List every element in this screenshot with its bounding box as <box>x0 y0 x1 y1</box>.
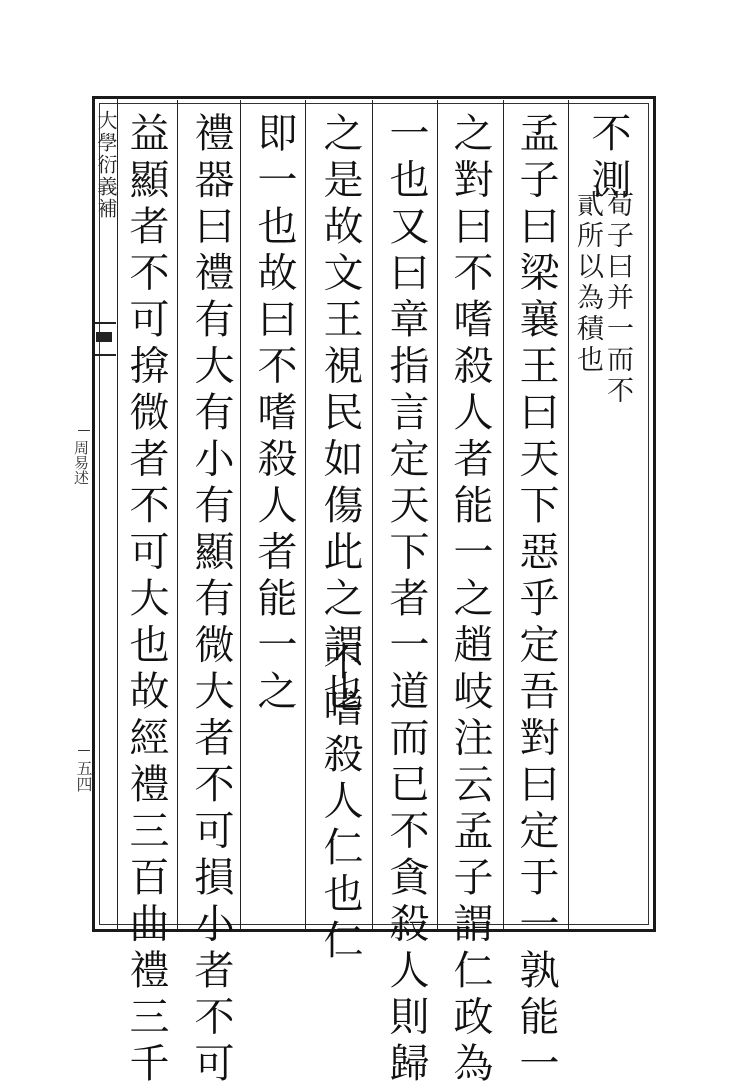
page-frame-inner <box>99 103 649 925</box>
text-column-1-main: 不測 <box>585 112 631 205</box>
column-divider <box>437 100 438 930</box>
margin-title: 大學衍義補 <box>94 110 118 220</box>
margin-column <box>92 96 118 932</box>
text-column-8: 益顯者不可揜微者不可大也故經禮三百曲禮三千 <box>123 112 169 1089</box>
column-divider <box>305 100 306 930</box>
margin-rule-top <box>78 430 90 431</box>
text-column-6: 即一也故曰不嗜殺人者能一之 <box>251 112 297 717</box>
column-divider <box>177 100 178 930</box>
text-column-2: 孟子曰梁襄王曰天下惡乎定吾對曰定于一孰能一 <box>513 112 559 1089</box>
column-divider <box>503 100 504 930</box>
margin-chapter: 周易述 <box>72 440 90 485</box>
text-column-5-bottom: 不嗜殺人仁也仁 <box>317 640 363 966</box>
text-column-7: 禮器曰禮有大有小有顯有微大者不可損小者不可 <box>188 112 234 1089</box>
margin-page-number: 五四 <box>74 760 93 792</box>
text-column-3: 之對曰不嗜殺人者能一之趙岐注云孟子謂仁政為 <box>447 112 493 1089</box>
margin-rule-page <box>78 750 90 751</box>
column-divider <box>568 100 569 930</box>
text-column-5-top: 之是故文王視民如傷此之謂也 <box>317 112 363 717</box>
text-column-4: 一也又曰章指言定天下者一道而已不貪殺人則歸 <box>383 112 429 1089</box>
fish-tail-mark <box>94 322 116 356</box>
column-divider <box>240 100 241 930</box>
text-column-1-note-left: 貳所以為積也 <box>572 190 603 376</box>
text-column-1-note-right: 荀子曰并一而不 <box>602 190 633 407</box>
column-divider <box>372 100 373 930</box>
